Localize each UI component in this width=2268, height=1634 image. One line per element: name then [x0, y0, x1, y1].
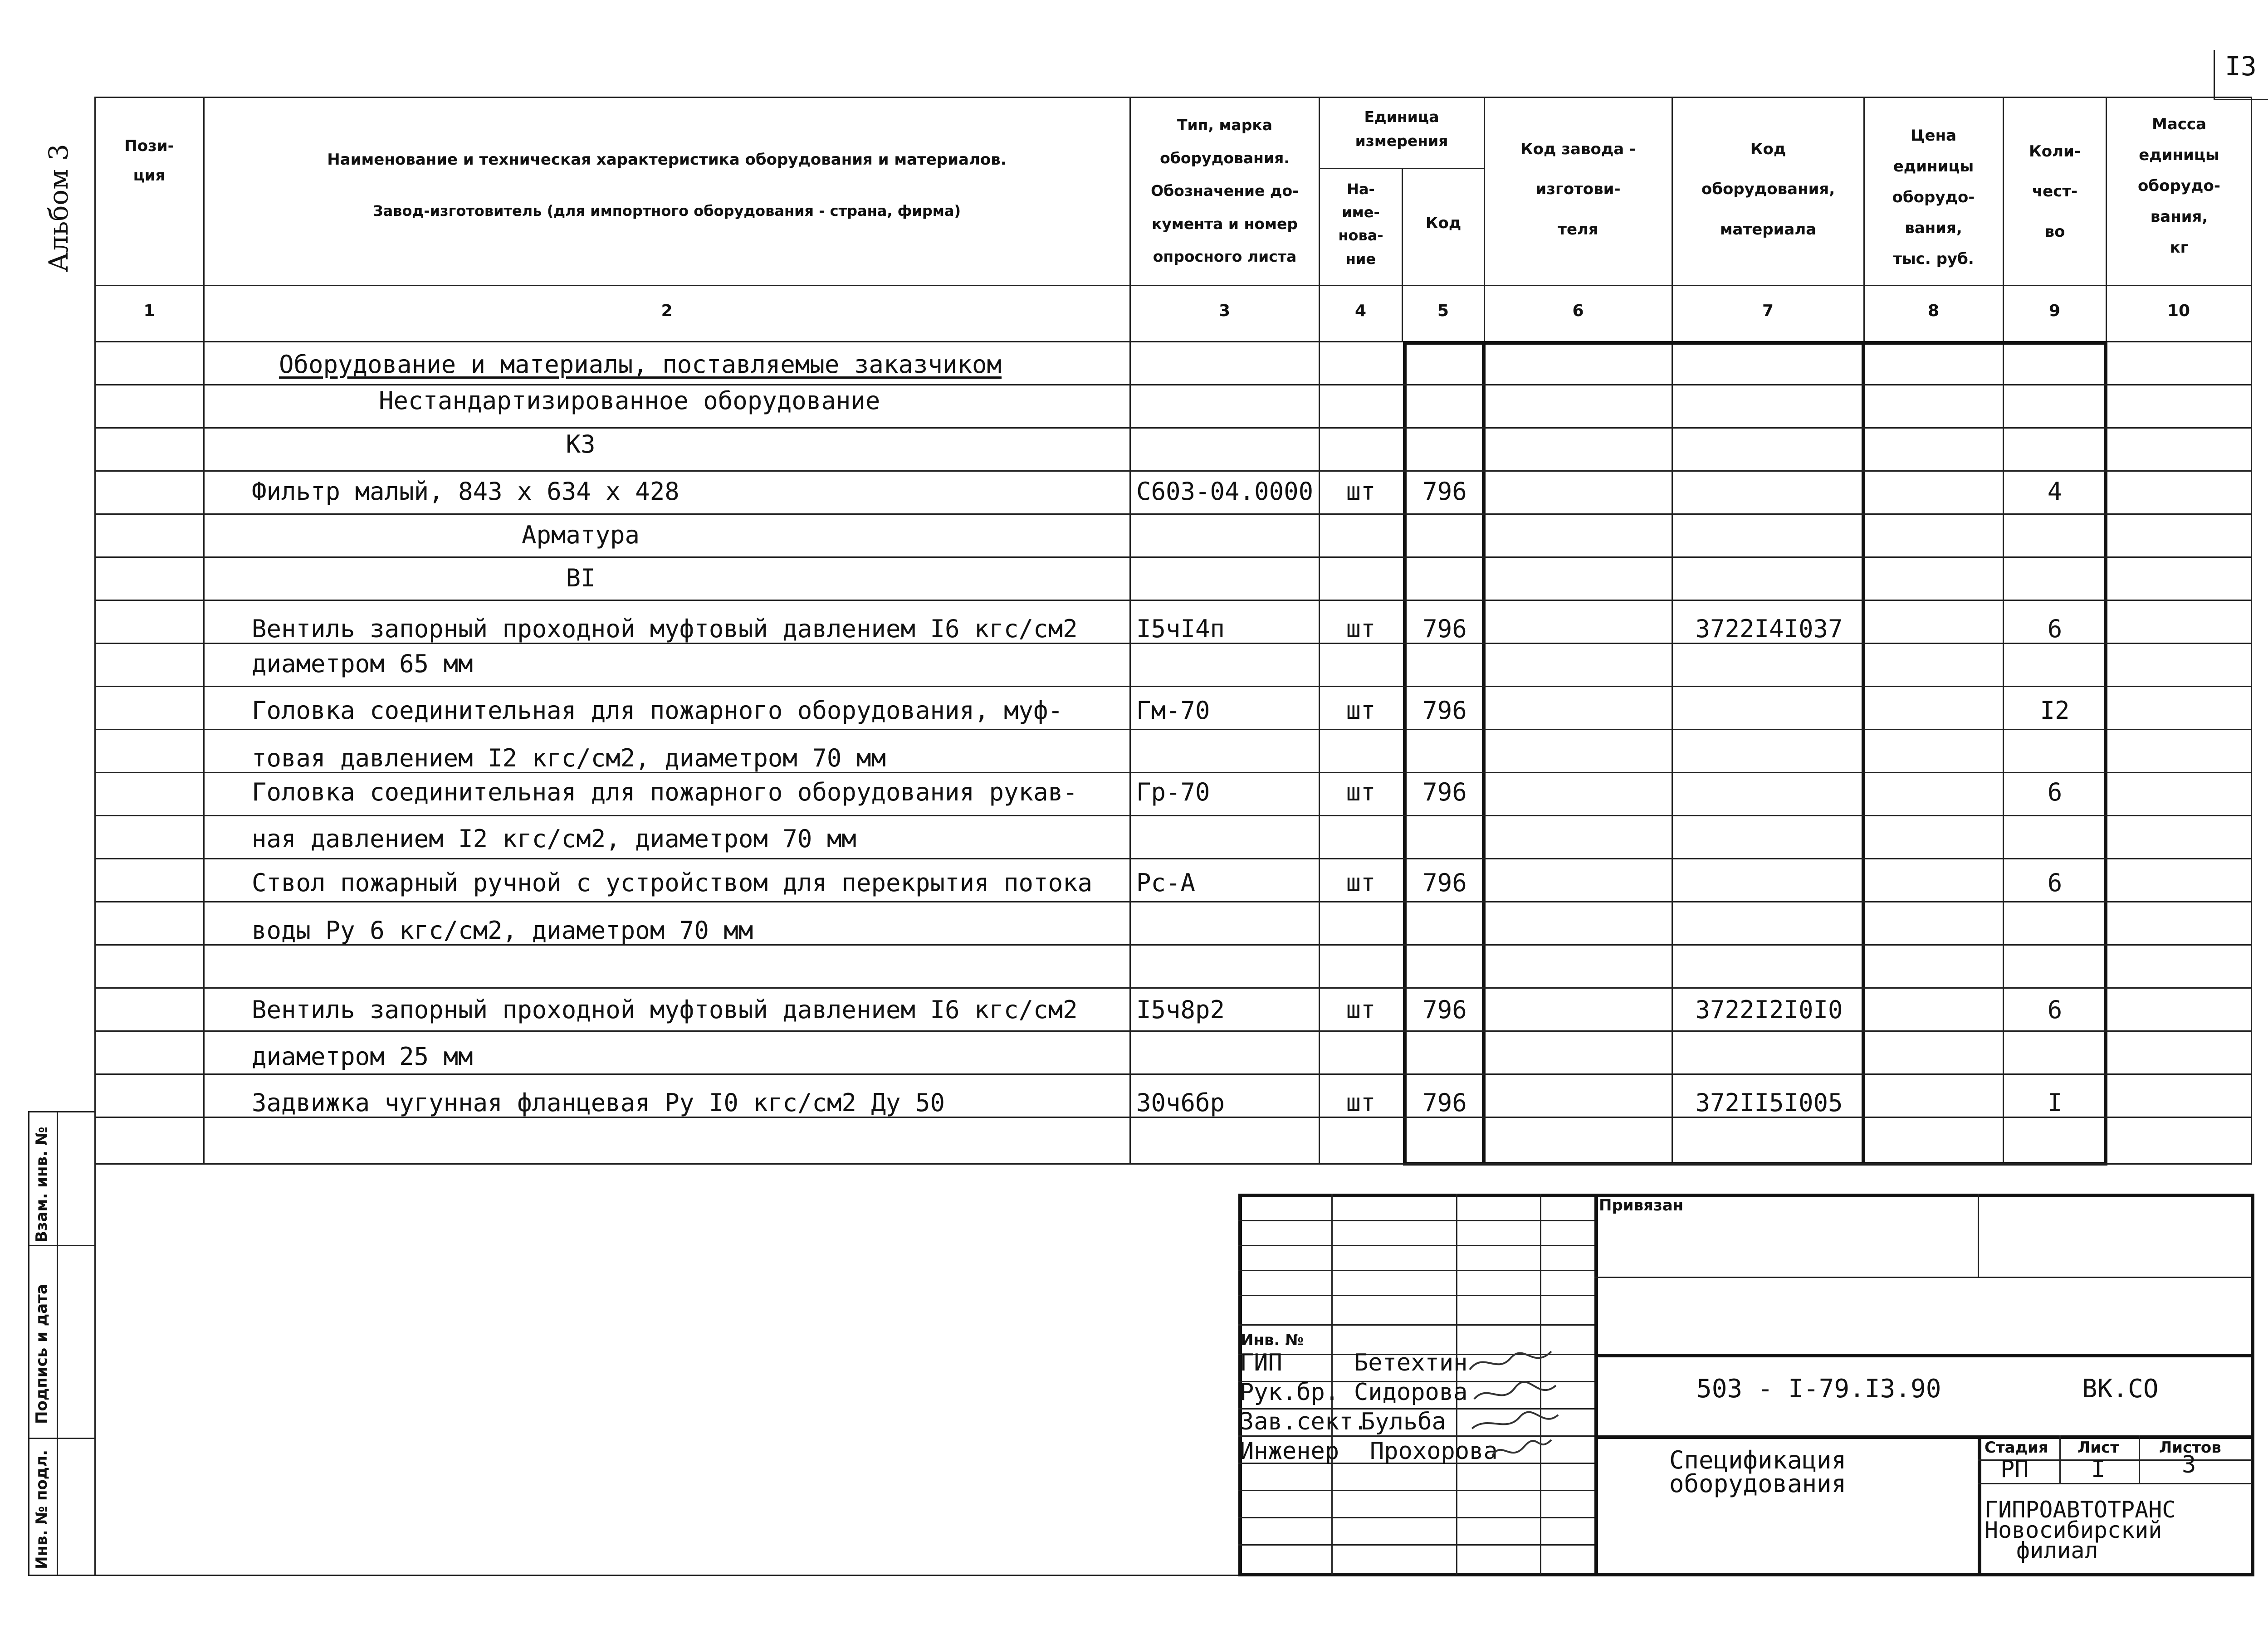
item-unit-code: 796 — [1422, 696, 1467, 725]
tb-grid-h — [1238, 1295, 1594, 1296]
item-unit: шт — [1346, 615, 1376, 643]
item-unit: шт — [1346, 995, 1376, 1024]
item-qty: 6 — [2047, 868, 2063, 897]
header-quantity: Коли- чест- во — [2029, 142, 2081, 241]
item-unit: шт — [1346, 477, 1376, 506]
item-unit-code: 796 — [1422, 1088, 1467, 1117]
colnum-6: 6 — [1572, 302, 1584, 320]
item-unit-code: 796 — [1422, 615, 1467, 643]
item-name: Головка соединительная для пожарного оборудования, муф- — [252, 696, 1063, 725]
header-unit-name: На- име- нова- ние — [1338, 180, 1383, 268]
tb-doc-code: ВК.СО — [2082, 1374, 2159, 1404]
side-stamp-podpis: Подпись и дата — [33, 1284, 51, 1424]
item-type: С603-04.0000 — [1136, 477, 1314, 506]
tb-org-2: Новосибирский — [1984, 1517, 2162, 1543]
item-type: Гм-70 — [1136, 696, 1210, 725]
tb-name-ruk: Сидорова — [1354, 1379, 1468, 1406]
tb-h — [1594, 1277, 2252, 1278]
colnum-4: 4 — [1354, 302, 1367, 320]
table-top-border — [94, 97, 2252, 98]
row-line — [94, 470, 2252, 472]
item-type: I5ч8р2 — [1136, 995, 1225, 1024]
row-line — [94, 384, 2252, 385]
tb-name-gip: Бетехтин — [1354, 1349, 1468, 1376]
side-stamp-div — [28, 1245, 95, 1246]
item-qty: 6 — [2047, 778, 2063, 806]
side-stamp-top — [28, 1111, 95, 1112]
tb-name-eng: Прохорова — [1370, 1438, 1498, 1465]
tb-doc-title-2: оборудования — [1669, 1469, 1847, 1498]
row-line — [94, 815, 2252, 816]
page-number: I3 — [2225, 51, 2257, 82]
colnum-8: 8 — [1927, 302, 1940, 320]
tb-sheets: 3 — [2182, 1451, 2196, 1478]
tb-doc-title-1: Спецификация — [1669, 1446, 1847, 1474]
tb-stage: РП — [2000, 1456, 2029, 1483]
item-name: Вентиль запорный проходной муфтовый давлением I6 кгс/см2 — [252, 615, 1078, 643]
tb-inv-no: Инв. № — [1241, 1331, 1304, 1349]
colnum-2: 2 — [661, 302, 673, 320]
row-line — [94, 1073, 2252, 1075]
item-type: I5чI4п — [1136, 615, 1225, 643]
tb-role-eng: Инженер — [1240, 1438, 1339, 1465]
tb-v — [1978, 1435, 1981, 1575]
header-position: Пози- ция — [124, 137, 174, 185]
side-stamp-left — [28, 1111, 29, 1576]
header-name-line1: Наименование и техническая характеристика оборудования и материалов. — [327, 151, 1007, 169]
item-unit: шт — [1346, 1088, 1376, 1117]
item-type: Рс-А — [1136, 868, 1196, 897]
tb-main-divider — [1594, 1194, 1598, 1576]
tb-grid-h — [1238, 1270, 1594, 1271]
side-stamp-vzam: Взам. инв. № — [33, 1127, 51, 1243]
group-label: К3 — [566, 430, 596, 458]
header-price: Цена единицы оборудо- вания, тыс. руб. — [1892, 127, 1975, 268]
colnum-7: 7 — [1762, 302, 1774, 320]
row-line — [94, 600, 2252, 601]
tb-name-zav: Бульба — [1361, 1408, 1446, 1435]
tb-org-1: ГИПРОАВТОТРАНС — [1984, 1497, 2176, 1523]
col-thick-4 — [1403, 341, 1407, 1165]
tb-sheet-label: Лист — [2077, 1439, 2119, 1457]
col-line-8 — [2003, 97, 2004, 1165]
header-mass: Масса единицы оборудо- вания, кг — [2138, 115, 2220, 257]
item-unit-code: 796 — [1422, 995, 1467, 1024]
item-unit: шт — [1346, 868, 1376, 897]
colnum-9: 9 — [2048, 302, 2061, 320]
header-name-line2: Завод-изготовитель (для импортного оборудования - страна, фирма) — [372, 202, 961, 219]
item-unit-code: 796 — [1422, 778, 1467, 806]
signatures-graphic — [1465, 1342, 1565, 1469]
item-unit: шт — [1346, 778, 1376, 806]
tb-doc-number: 503 - I-79.I3.90 — [1696, 1374, 1941, 1404]
item-unit: шт — [1346, 696, 1376, 725]
header-unit-group: Единица измерения — [1355, 108, 1448, 150]
item-name: Вентиль запорный проходной муфтовый давлением I6 кгс/см2 — [252, 995, 1078, 1024]
row-line — [94, 987, 2252, 989]
colnum-3: 3 — [1218, 302, 1231, 320]
tb-right-border — [2251, 1194, 2254, 1576]
item-name: Ствол пожарный ручной с устройством для перекрытия потока — [252, 868, 1093, 897]
colnum-10: 10 — [2167, 302, 2190, 320]
corner-divider-h — [2214, 99, 2268, 100]
side-stamp-inv: Инв. № подл. — [33, 1449, 51, 1569]
corner-divider — [2214, 50, 2215, 100]
item-name: Фильтр малый, 843 х 634 х 428 — [252, 477, 679, 506]
unit-group-line — [1319, 168, 1484, 169]
col-thick-9 — [2104, 341, 2107, 1165]
side-stamp-inner — [57, 1111, 58, 1576]
tb-h-thick — [1594, 1354, 2252, 1357]
item-name-cont: диаметром 65 мм — [252, 649, 473, 678]
tb-sheet: I — [2091, 1456, 2106, 1483]
item-name: Головка соединительная для пожарного оборудования рукав- — [252, 778, 1078, 806]
row-line — [94, 513, 2252, 515]
item-name-cont: товая давлением I2 кгс/см2, диаметром 70 мм — [252, 744, 886, 772]
row-line — [94, 427, 2252, 429]
item-name-cont: ная давлением I2 кгс/см2, диаметром 70 мм — [252, 824, 856, 853]
header-type: Тип, марка оборудования. Обозначение до- кумента и номер опросного листа — [1151, 116, 1299, 266]
tb-bottom-border — [1238, 1573, 2254, 1576]
item-qty: I — [2047, 1088, 2063, 1117]
header-factory-code: Код завода - изготови- теля — [1520, 140, 1636, 239]
tb-role-zav: Зав.сект. — [1240, 1408, 1368, 1435]
item-name-cont: диаметром 25 мм — [252, 1042, 473, 1071]
tb-stage-h2 — [1978, 1483, 2252, 1484]
item-qty: 6 — [2047, 995, 2063, 1024]
item-name: Задвижка чугунная фланцевая Ру I0 кгс/см2 Ду 50 — [252, 1088, 945, 1117]
header-bottom — [94, 285, 2252, 286]
item-unit-code: 796 — [1422, 868, 1467, 897]
item-unit-code: 796 — [1422, 477, 1467, 506]
group-label: Арматура — [521, 521, 640, 549]
tb-grid-h — [1238, 1517, 1594, 1518]
item-qty: 6 — [2047, 615, 2063, 643]
col-line-2 — [1129, 97, 1131, 1165]
tb-grid-h — [1238, 1245, 1594, 1246]
item-qty: I2 — [2040, 696, 2070, 725]
row-line — [94, 556, 2252, 558]
tb-grid-h — [1238, 1544, 1594, 1546]
tb-role-gip: ГИП — [1240, 1349, 1282, 1376]
tb-top-border — [1238, 1194, 2252, 1197]
row-line — [94, 858, 2252, 859]
tb-grid-h — [1238, 1324, 1594, 1326]
item-equipment-code: 3722I4I037 — [1695, 615, 1843, 643]
tb-h-thick — [1594, 1435, 2252, 1439]
tb-privyazan-divider — [1978, 1194, 1979, 1278]
row-line — [94, 1030, 2252, 1032]
side-stamp-div — [28, 1438, 95, 1439]
row-line — [94, 686, 2252, 687]
tb-stage-v — [2059, 1435, 2061, 1483]
tb-org-3: филиал — [2016, 1537, 2098, 1564]
tb-grid-h — [1238, 1490, 1594, 1491]
item-type: 30ч6бр — [1136, 1088, 1225, 1117]
colnum-5: 5 — [1437, 302, 1449, 320]
item-type: Гр-70 — [1136, 778, 1210, 806]
col-line-1 — [203, 97, 205, 1165]
table-bottom-border — [94, 1163, 2252, 1165]
item-qty: 4 — [2047, 477, 2063, 506]
col-line-6 — [1672, 97, 1673, 1165]
item-equipment-code: 372II5I005 — [1695, 1088, 1843, 1117]
row-line — [94, 729, 2252, 730]
tb-stage-label: Стадия — [1984, 1439, 2048, 1457]
tb-role-ruk: Рук.бр. — [1240, 1379, 1339, 1406]
tb-stage-v — [2139, 1435, 2140, 1483]
header-unit-code: Код — [1425, 214, 1461, 232]
header-equipment-code: Код оборудования, материала — [1701, 140, 1835, 239]
colnum-1: 1 — [143, 302, 155, 320]
col-thick-5 — [1482, 341, 1486, 1165]
col-thick-7 — [1862, 341, 1865, 1165]
album-label: Альбом 3 — [43, 144, 74, 272]
subsection-title: Нестандартизированное оборудование — [379, 386, 880, 415]
item-name-cont: воды Ру 6 кгс/см2, диаметром 70 мм — [252, 916, 753, 945]
tb-sheets-label: Листов — [2159, 1439, 2221, 1457]
group-label: ВI — [566, 564, 596, 592]
item-equipment-code: 3722I2I0I0 — [1695, 995, 1843, 1024]
row-line — [94, 901, 2252, 902]
tb-grid-h — [1238, 1220, 1594, 1221]
tb-privyazan: Привязан — [1599, 1196, 1684, 1215]
section-title: Оборудование и материалы, поставляемые заказчиком — [279, 350, 1002, 379]
body-thick-top — [1403, 341, 2107, 345]
